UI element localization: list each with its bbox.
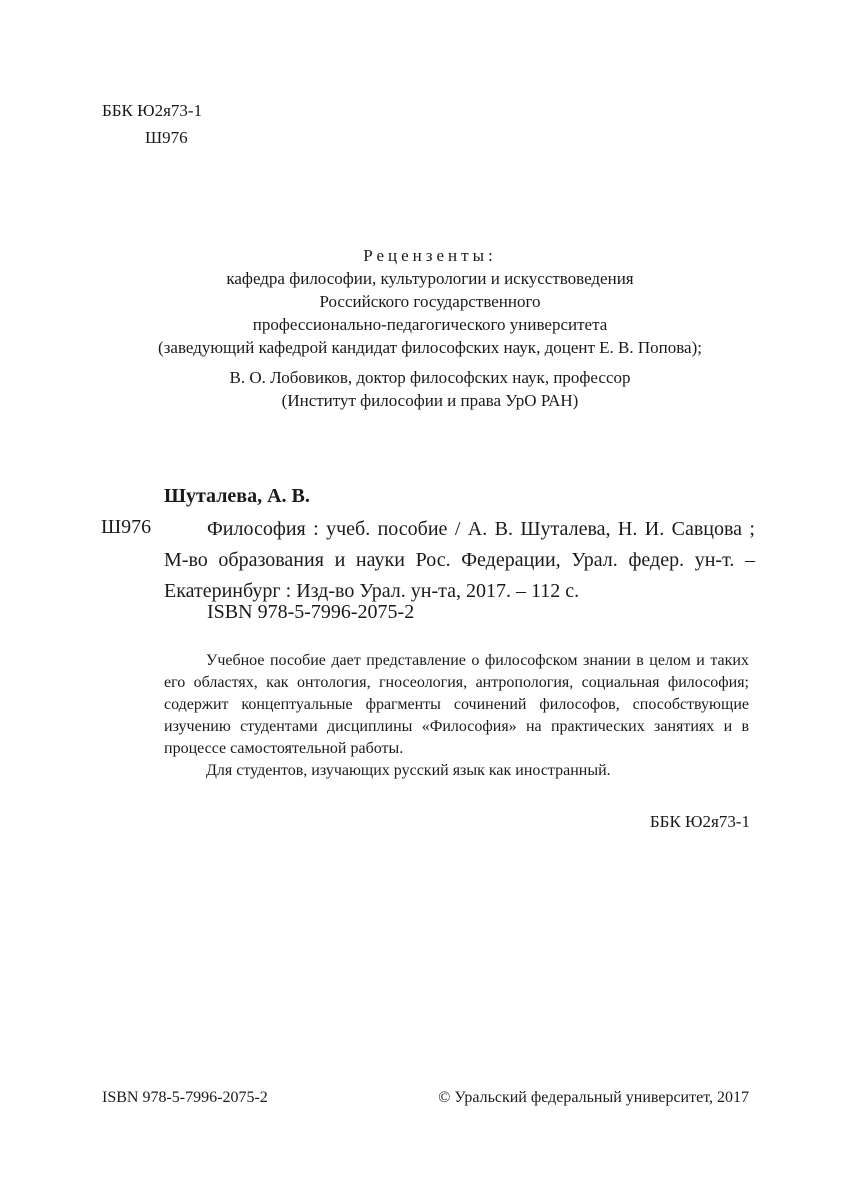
record-isbn: ISBN 978-5-7996-2075-2: [207, 601, 415, 623]
reviewer-line: (заведующий кафедрой кандидат философских наук, доцент Е. В. Попова);: [158, 338, 702, 357]
footer-isbn: ISBN 978-5-7996-2075-2: [102, 1089, 268, 1106]
second-reviewer-line: В. О. Лобовиков, доктор философских наук, профессор: [229, 368, 631, 387]
bbk-right: ББК Ю2я73-1: [649, 812, 750, 831]
reviewer-line: кафедра философии, культурологии и искусствоведения: [226, 269, 634, 288]
author-mark: Ш976: [145, 128, 188, 147]
record-author: Шуталева, А. В.: [164, 485, 310, 507]
annotation-paragraph: Учебное пособие дает представление о философском знании в целом и таких его областях, как онтология, гносеология, антропология, социальная философия; содержит концептуальные фрагменты сочинений философов, способствующие изучению студентами дисциплины «Философия» на практических занятиях и в процессе самостоятельной работы.: [164, 652, 749, 757]
record-code: Ш976: [101, 516, 152, 538]
reviewers-block: [60, 244, 800, 412]
footer-copyright: © Уральский федеральный университет, 2017: [438, 1089, 749, 1106]
record-description: Философия : учеб. пособие / А. В. Шуталева, Н. И. Савцова ; М-во образования и науки Рос. Федерации, Урал. федер. ун-т. – Екатеринбург : Изд-во Урал. ун-та, 2017. – 112 с.: [164, 518, 755, 602]
reviewers-heading: Рецензенты:: [363, 246, 497, 265]
bbk-code: ББК Ю2я73-1: [102, 101, 203, 120]
classification-block: [102, 97, 202, 151]
annotation-audience: Для студентов, изучающих русский язык как иностранный.: [206, 762, 611, 779]
reviewer-line: Российского государственного: [319, 292, 541, 311]
annotation: [164, 650, 749, 782]
second-reviewer-line: (Институт философии и права УрО РАН): [281, 391, 579, 410]
reviewer-line: профессионально-педагогического университета: [252, 315, 608, 334]
